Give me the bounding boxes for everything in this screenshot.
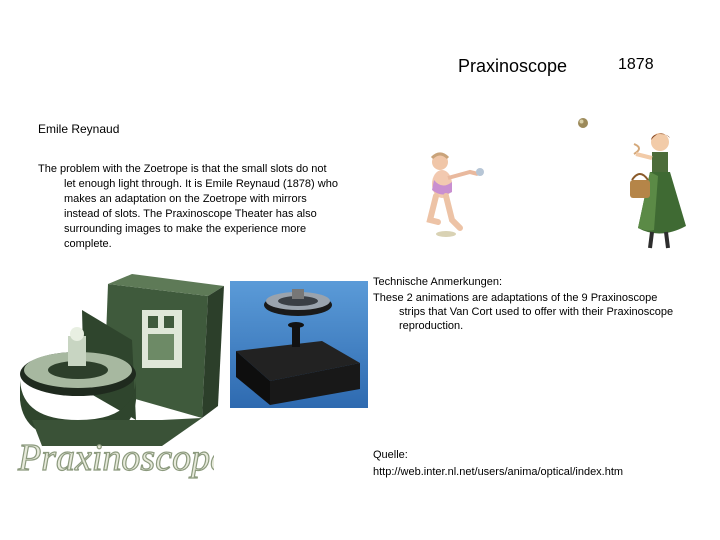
slide-title: Praxinoscope xyxy=(458,56,568,76)
notes-heading: Technische Anmerkungen: xyxy=(373,276,503,288)
notes-text: These 2 animations are adaptations of the 9 Praxinoscope strips that Van Cort used to offer with their Praxinoscope reproduction. xyxy=(373,292,674,332)
praxinoscope-photo-image xyxy=(230,281,368,408)
description-text xyxy=(38,162,338,252)
source-heading: Quelle: xyxy=(373,449,408,461)
description-paragraph: The problem with the Zoetrope is that the small slots do not let enough light through. It is Emile Reynaud (1878) who makes an adaptation on the Zoetrope with mirrors instead of slots. The Praxinoscope Theater has also surrounding images to make the experience more complete. xyxy=(38,163,338,250)
svg-text:Praxinoscope: Praxinoscope xyxy=(18,437,214,479)
source-block xyxy=(373,447,693,481)
ball-animation-image xyxy=(576,116,590,130)
girl-figure-image xyxy=(624,128,696,254)
technical-notes xyxy=(373,275,683,333)
author-name: Emile Reynaud xyxy=(38,122,120,136)
slide-year: 1878 xyxy=(618,56,654,73)
praxinoscope-logo xyxy=(14,432,214,480)
source-link[interactable]: http://web.inter.nl.net/users/anima/optical/index.htm xyxy=(373,466,624,478)
cherub-animation-image xyxy=(418,150,488,240)
